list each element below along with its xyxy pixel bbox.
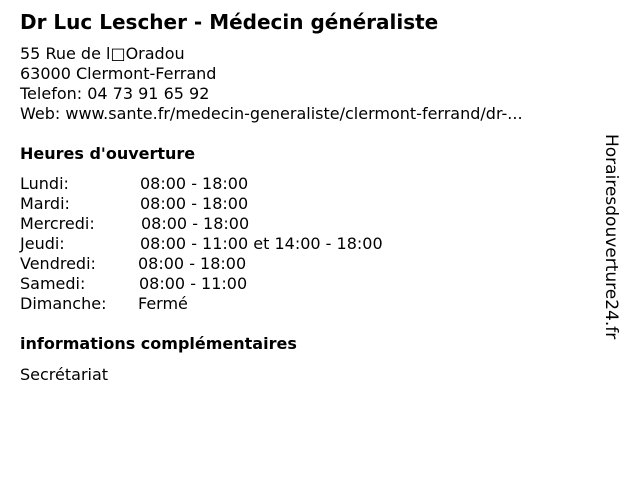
address-block bbox=[20, 44, 523, 124]
time-value: 08:00 - 18:00 bbox=[140, 194, 249, 213]
day-label: Vendredi: bbox=[20, 254, 96, 273]
hours-row-wednesday bbox=[20, 214, 580, 234]
additional-info-heading: informations complémentaires bbox=[20, 334, 297, 353]
hours-row-saturday bbox=[20, 274, 580, 294]
day-label: Lundi: bbox=[20, 174, 69, 193]
hours-row-sunday bbox=[20, 294, 580, 314]
additional-info-text: Secrétariat bbox=[20, 365, 109, 384]
time-value: 08:00 - 11:00 bbox=[139, 274, 248, 293]
day-label: Mardi: bbox=[20, 194, 70, 213]
opening-hours-list bbox=[20, 174, 580, 314]
time-value: 08:00 - 11:00 et 14:00 - 18:00 bbox=[140, 234, 383, 253]
website-link[interactable]: Web: www.sante.fr/medecin-generaliste/clermont-ferrand/dr-... bbox=[20, 104, 523, 123]
time-value: 08:00 - 18:00 bbox=[138, 254, 247, 273]
time-value: 08:00 - 18:00 bbox=[141, 214, 250, 233]
phone-number: Telefon: 04 73 91 65 92 bbox=[20, 84, 210, 103]
hours-row-friday bbox=[20, 254, 580, 274]
opening-hours-heading: Heures d'ouverture bbox=[20, 144, 196, 163]
day-label: Samedi: bbox=[20, 274, 86, 293]
time-value: Fermé bbox=[138, 294, 188, 313]
site-watermark: Horairesdouverture24.fr bbox=[601, 134, 621, 340]
hours-row-tuesday bbox=[20, 194, 580, 214]
hours-row-monday bbox=[20, 174, 580, 194]
street-address: 55 Rue de l□Oradou bbox=[20, 44, 185, 63]
page-title: Dr Luc Lescher - Médecin généraliste bbox=[20, 10, 439, 34]
time-value: 08:00 - 18:00 bbox=[140, 174, 249, 193]
day-label: Mercredi: bbox=[20, 214, 95, 233]
day-label: Jeudi: bbox=[20, 234, 65, 253]
hours-row-thursday bbox=[20, 234, 580, 254]
city-address: 63000 Clermont-Ferrand bbox=[20, 64, 217, 83]
day-label: Dimanche: bbox=[20, 294, 107, 313]
